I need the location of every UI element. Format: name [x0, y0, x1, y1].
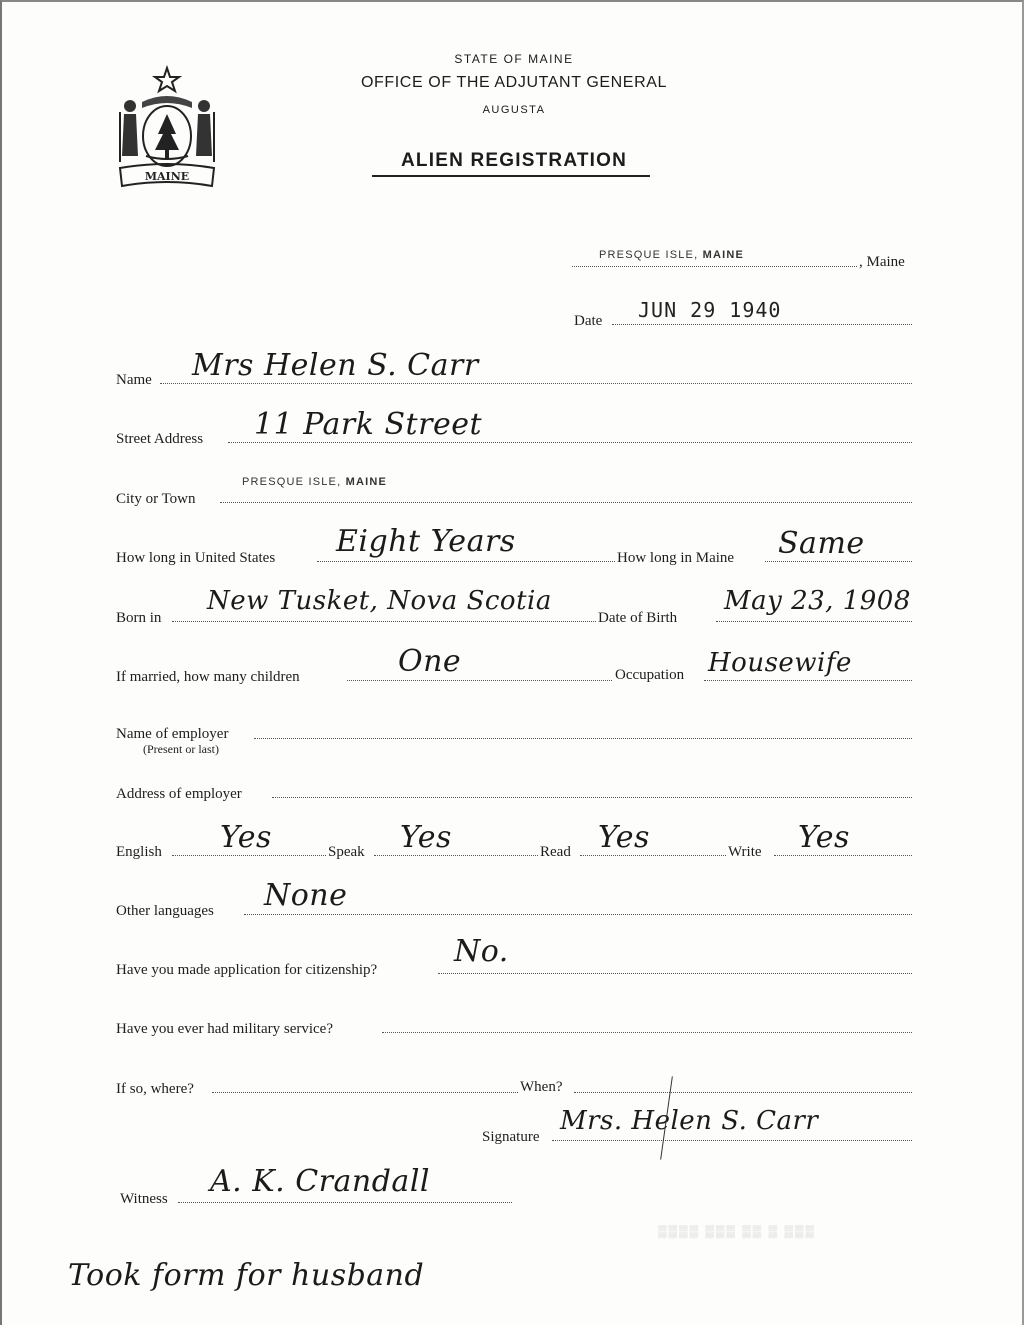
speak-line	[374, 855, 538, 856]
office-heading: OFFICE OF THE ADJUTANT GENERAL	[360, 74, 668, 91]
employer-label: Name of employer	[116, 726, 229, 742]
when-label: When?	[520, 1079, 563, 1095]
witness-line	[178, 1202, 512, 1203]
form-title: ALIEN REGISTRATION	[400, 150, 628, 171]
dob-line	[716, 621, 912, 622]
seal-motto: MAINE	[144, 170, 190, 183]
other-languages-line	[244, 914, 912, 915]
children-label: If married, how many children	[116, 669, 300, 685]
date-line	[612, 324, 912, 325]
street-value: 11 Park Street	[254, 407, 483, 442]
handwritten-note: Took form for husband	[68, 1258, 425, 1293]
occupation-label: Occupation	[615, 667, 685, 683]
us-duration-line	[317, 561, 615, 562]
signature-value: Mrs. Helen S. Carr	[560, 1106, 819, 1136]
place-stamp: PRESQUE ISLE, MAINE	[599, 249, 745, 261]
name-value: Mrs Helen S. Carr	[192, 348, 479, 383]
place-suffix: , Maine	[859, 254, 905, 270]
city-stamp: PRESQUE ISLE, MAINE	[242, 476, 388, 488]
name-label: Name	[116, 372, 152, 388]
maine-duration-value: Same	[778, 526, 865, 561]
write-label: Write	[728, 844, 762, 860]
occupation-line	[704, 680, 912, 681]
english-label: English	[116, 844, 162, 860]
date-stamp: JUN 29 1940	[638, 298, 782, 322]
faint-stamp-impression: ▒▒▒▒ ▒▒▒ ▒▒ ▒ ▒▒▒	[658, 1224, 816, 1238]
occupation-value: Housewife	[708, 648, 852, 678]
where-label: If so, where?	[116, 1081, 194, 1097]
street-line	[228, 442, 912, 443]
employer-address-line	[272, 797, 912, 798]
read-line	[580, 855, 726, 856]
city-heading: AUGUSTA	[482, 104, 546, 116]
citizenship-label: Have you made application for citizenship?	[116, 962, 378, 978]
state-heading: STATE OF MAINE	[454, 52, 574, 66]
birthplace-value: New Tusket, Nova Scotia	[207, 586, 552, 616]
read-value: Yes	[598, 820, 650, 855]
when-line	[574, 1092, 912, 1093]
other-languages-label: Other languages	[116, 903, 214, 919]
us-duration-value: Eight Years	[336, 524, 516, 559]
date-label: Date	[574, 313, 603, 329]
citizenship-line	[438, 973, 912, 974]
write-line	[774, 855, 912, 856]
dob-label: Date of Birth	[598, 610, 678, 626]
name-line	[160, 383, 912, 384]
employer-line	[254, 738, 912, 739]
city-line	[220, 502, 912, 503]
english-value: Yes	[220, 820, 272, 855]
title-underline	[372, 175, 650, 177]
witness-label: Witness	[120, 1191, 168, 1207]
read-label: Read	[540, 844, 571, 860]
other-languages-value: None	[264, 878, 348, 913]
dob-value: May 23, 1908	[724, 586, 911, 616]
where-line	[212, 1092, 518, 1093]
children-value: One	[398, 644, 462, 679]
city-label: City or Town	[116, 491, 196, 507]
military-label: Have you ever had military service?	[116, 1021, 333, 1037]
speak-value: Yes	[400, 820, 452, 855]
birthplace-line	[172, 621, 596, 622]
write-value: Yes	[798, 820, 850, 855]
employer-address-label: Address of employer	[116, 786, 242, 802]
witness-value: A. K. Crandall	[210, 1164, 431, 1199]
signature-label: Signature	[482, 1129, 540, 1145]
english-line	[172, 855, 326, 856]
street-label: Street Address	[116, 431, 204, 447]
speak-label: Speak	[328, 844, 365, 860]
place-line	[572, 266, 857, 267]
birthplace-label: Born in	[116, 610, 162, 626]
military-line	[382, 1032, 912, 1033]
us-duration-label: How long in United States	[116, 550, 276, 566]
citizenship-value: No.	[454, 934, 509, 969]
signature-line	[552, 1140, 912, 1141]
maine-duration-line	[765, 561, 912, 562]
maine-duration-label: How long in Maine	[617, 550, 735, 566]
children-line	[347, 680, 612, 681]
employer-sublabel: (Present or last)	[143, 742, 219, 756]
